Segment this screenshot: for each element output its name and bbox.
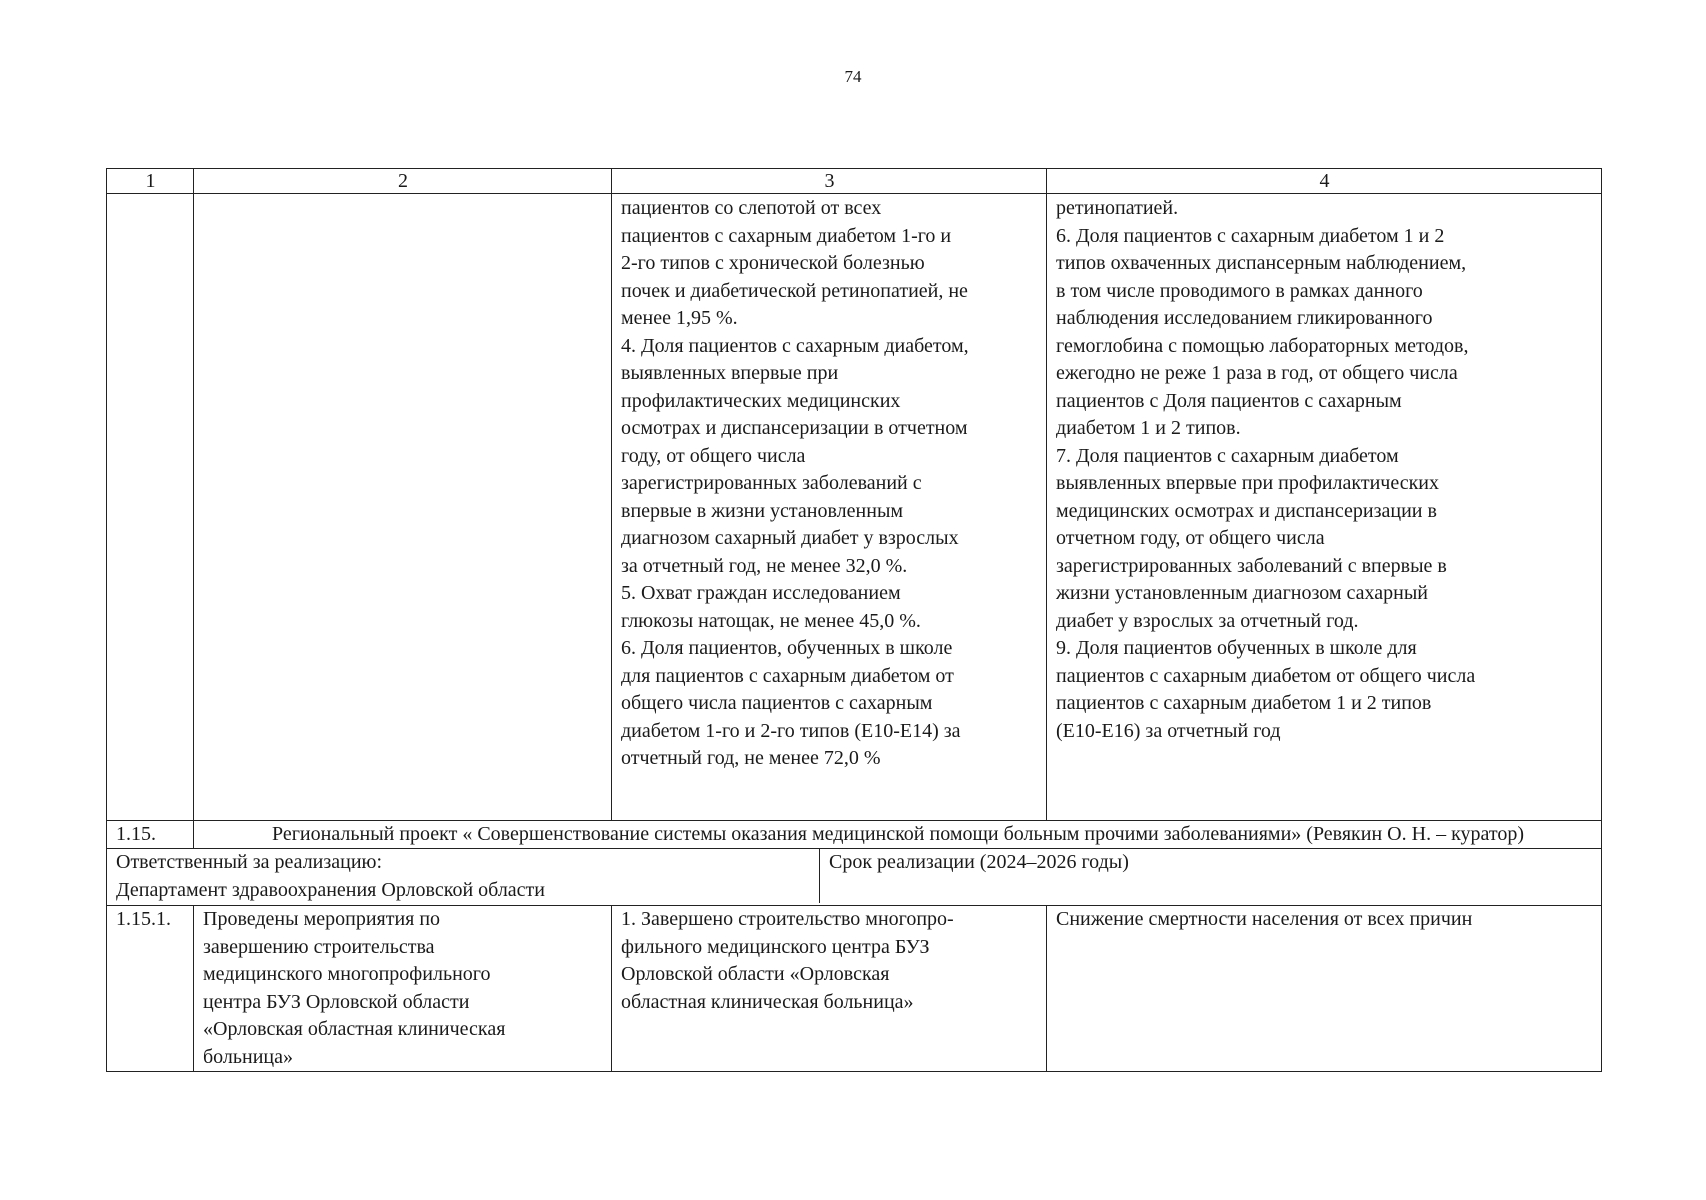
continuation-indicators-cell: ретинопатией. 6. Доля пациентов с сахарным диабетом 1 и 2 типов охваченных диспансерным наблюдением, в том числе проводимого в рамках данного наблюдения исследованием гликированного гемоглобина с помощью лабораторных методов, ежегодно не реже 1 раза в год, от общего числа пациентов с Доля пациентов с сахарным диабетом 1 и 2 типов. 7. Доля пациентов с сахарным диабетом выявленных впервые при профилактических медицинских осмотрах и диспансеризации в отчетном году, от общего числа зарегистрированных заболеваний с впервые в жизни установленным диагнозом сахарный диабет у взрослых за отчетный год. 9. Доля пациентов обученных в школе для пациентов с сахарным диабетом от общего числа пациентов с сахарным диабетом 1 и 2 типов (Е10-Е16) за отчетный год [1047,194,1602,821]
page-number: 74 [844,67,862,86]
table-row-continuation [107,194,1602,821]
table-header-row [107,169,1602,194]
item-result-cell: 1. Завершено строительство многопро- фильного медицинского центра БУЗ Орловской области «Орловская областная клиническая больница» [612,906,1047,1072]
responsibility-cell [107,849,1602,906]
item-indicator-cell: Снижение смертности населения от всех причин [1047,906,1602,1072]
responsible-text: Ответственный за реализацию: Департамент здравоохранения Орловской области [107,849,820,903]
item-number-cell: 1.15.1. [107,906,194,1072]
continuation-results-cell: пациентов со слепотой от всех пациентов с сахарным диабетом 1-го и 2-го типов с хронической болезнью почек и диабетической ретинопатией, не менее 1,95 %. 4. Доля пациентов с сахарным диабетом, выявленных впервые при профилактических медицинских осмотрах и диспансеризации в отчетном году, от общего числа зарегистрированных заболеваний с впервые в жизни установленным диагнозом сахарный диабет у взрослых за отчетный год, не менее 32,0 %. 5. Охват граждан исследованием глюкозы натощак, не менее 45,0 %. 6. Доля пациентов, обученных в школе для пациентов с сахарным диабетом от общего числа пациентов с сахарным диабетом 1-го и 2-го типов (Е10-Е14) за отчетный год, не менее 72,0 % [612,194,1047,821]
table-row-responsibility [107,849,1602,906]
project-title-cell: Региональный проект « Совершенствование системы оказания медицинской помощи больным прочими заболеваниями» (Ревякин О. Н. – куратор) [194,821,1602,849]
header-cell-4: 4 [1047,169,1602,194]
document-table [106,168,1602,1072]
term-text: Срок реализации (2024–2026 годы) [829,851,1129,873]
continuation-activity-cell [194,194,612,821]
table-row-project [107,821,1602,849]
project-number-cell: 1.15. [107,821,194,849]
header-cell-2: 2 [194,169,612,194]
header-cell-1: 1 [107,169,194,194]
continuation-number-cell [107,194,194,821]
table-row-item [107,906,1602,1072]
header-cell-3: 3 [612,169,1047,194]
item-activity-cell: Проведены мероприятия по завершению строительства медицинского многопрофильного центра БУЗ Орловской области «Орловская областная клиническая больница» [194,906,612,1072]
